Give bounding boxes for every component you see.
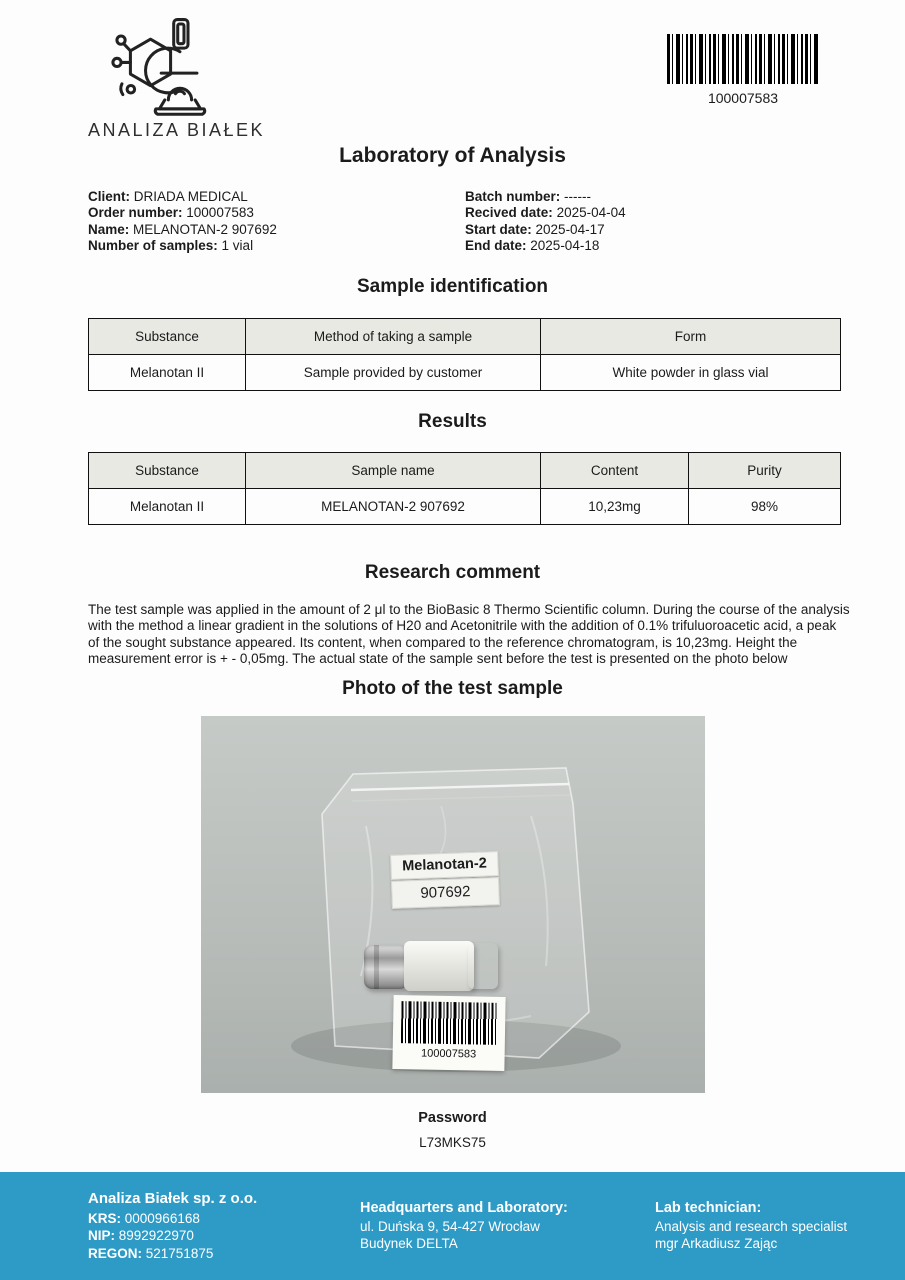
- cell-form: White powder in glass vial: [541, 355, 841, 391]
- info-line-end: End date: 2025-04-18: [465, 238, 600, 254]
- footer-technician-block: [655, 1200, 847, 1253]
- research-comment-text: The test sample was applied in the amount of 2 μl to the BioBasic 8 Thermo Scientific column. During the course of the analysis with the method a linear gradient in the solutions of H20 and Acetonitrile with the addition of 0.1% trifuluoroacetic acid, a peak of the sought substance appeared. Its content, when compared to the reference chromatogram, is 10,23mg. Height the measurement error is + - 0,05mg. The actual state of the sample sent before the test is presented on the photo below: [88, 602, 850, 666]
- sample-vial: [364, 941, 498, 991]
- footer-technician-name: mgr Arkadiusz Zając: [655, 1236, 778, 1251]
- column-header: Form: [541, 319, 841, 355]
- order-info-right: [465, 189, 626, 255]
- results-table: [88, 452, 841, 525]
- vial-metal-cap: [364, 945, 408, 989]
- column-header: Substance: [89, 319, 246, 355]
- footer-hq-block: [360, 1200, 568, 1253]
- cell-purity: 98%: [689, 489, 841, 525]
- cell-method: Sample provided by customer: [246, 355, 541, 391]
- section-heading-research-comment: Research comment: [364, 562, 541, 583]
- table-header-row: [89, 319, 841, 355]
- sample-photo: [201, 716, 705, 1093]
- column-header: Content: [541, 453, 689, 489]
- footer-company-name: Analiza Białek sp. z o.o.: [88, 1190, 258, 1207]
- footer-hq-address: ul. Duńska 9, 54-427 Wrocław: [360, 1218, 540, 1234]
- sample-identification-table: [88, 318, 841, 391]
- footer-hq-heading: Headquarters and Laboratory:: [360, 1200, 568, 1216]
- info-line-client: Client: DRIADA MEDICAL: [88, 189, 248, 204]
- cell-content: 10,23mg: [541, 489, 689, 525]
- barcode-icon: [401, 1001, 498, 1045]
- company-logo: [88, 16, 266, 141]
- footer-krs: KRS: 0000966168: [88, 1210, 200, 1226]
- barcode-icon: [667, 34, 819, 84]
- password-label: Password: [418, 1110, 487, 1126]
- section-heading-sample-identification: Sample identification: [356, 276, 549, 297]
- info-line-name: Name: MELANOTAN-2 907692: [88, 221, 277, 237]
- info-line-received: Recived date: 2025-04-04: [465, 205, 626, 221]
- vial-white-cap: [468, 943, 498, 989]
- order-info-left: [88, 189, 277, 255]
- footer-technician-role: Analysis and research specialist: [655, 1218, 848, 1234]
- photo-barcode-label: [392, 995, 505, 1071]
- vial-body: [404, 941, 474, 991]
- table-row: [89, 489, 841, 525]
- column-header: Sample name: [246, 453, 541, 489]
- sample-label-number: 907692: [391, 877, 500, 909]
- column-header: Purity: [689, 453, 841, 489]
- column-header: Substance: [89, 453, 246, 489]
- sample-label-name: Melanotan-2: [390, 851, 499, 880]
- page-title: Laboratory of Analysis: [339, 144, 566, 167]
- company-logo-text: ANALIZA BIAŁEK: [88, 120, 266, 140]
- cell-substance: Melanotan II: [89, 489, 246, 525]
- molecule-microscope-icon: [104, 16, 222, 116]
- footer-regon: REGON: 521751875: [88, 1245, 214, 1261]
- order-barcode: [667, 34, 819, 106]
- password-value: L73MKS75: [419, 1135, 486, 1150]
- column-header: Method of taking a sample: [246, 319, 541, 355]
- table-row: [89, 355, 841, 391]
- section-heading-results: Results: [418, 411, 487, 432]
- footer-technician-heading: Lab technician:: [655, 1200, 762, 1216]
- cell-sample-name: MELANOTAN-2 907692: [246, 489, 541, 525]
- info-line-order-number: Order number: 100007583: [88, 205, 254, 221]
- info-line-samples: Number of samples: 1 vial: [88, 238, 254, 254]
- info-line-batch: Batch number: ------: [465, 189, 592, 204]
- barcode-number: 100007583: [707, 90, 779, 106]
- sample-label: [390, 851, 500, 909]
- info-line-start: Start date: 2025-04-17: [465, 221, 605, 237]
- footer: [0, 1172, 905, 1280]
- footer-hq-building: Budynek DELTA: [360, 1236, 458, 1251]
- table-header-row: [89, 453, 841, 489]
- footer-company-block: [88, 1190, 257, 1262]
- photo-barcode-number: 100007583: [421, 1047, 477, 1061]
- cell-substance: Melanotan II: [89, 355, 246, 391]
- section-heading-photo: Photo of the test sample: [342, 678, 563, 699]
- footer-nip: NIP: 8992922970: [88, 1228, 194, 1243]
